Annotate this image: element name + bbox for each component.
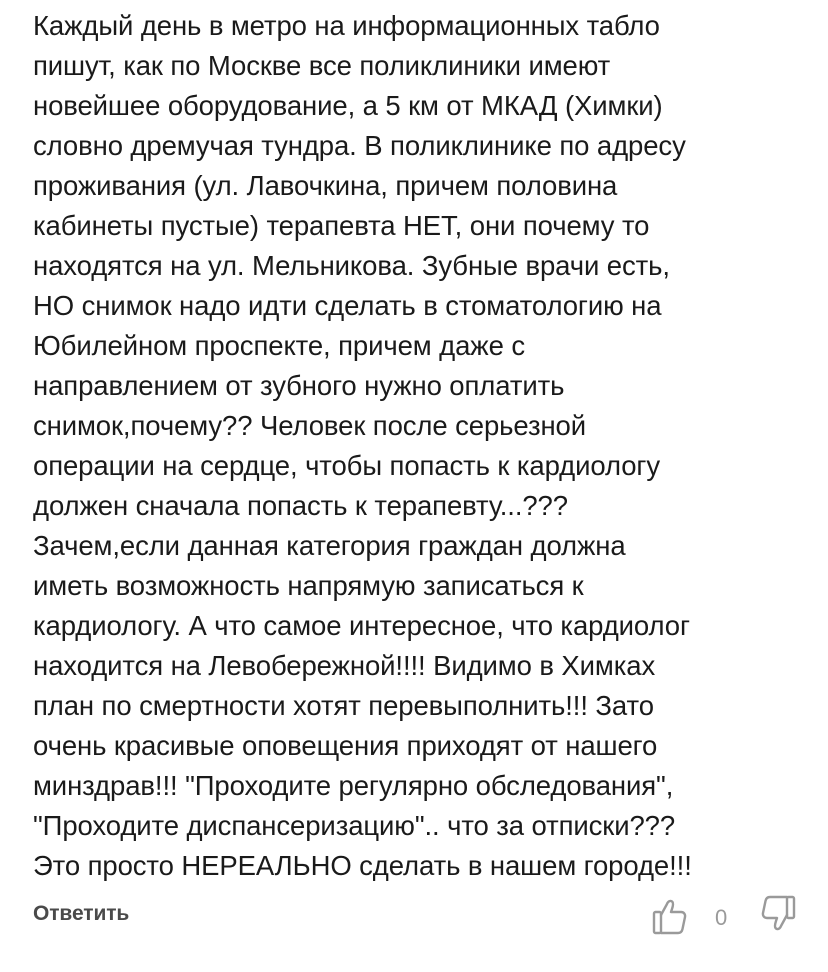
comment-line: Зачем,если данная категория граждан должна (33, 530, 626, 561)
comment-line: Юбилейном проспекте, причем даже с (33, 330, 525, 361)
comment-line: "Проходите диспансеризацию".. что за отписки??? (33, 810, 676, 841)
comment-line: НО снимок надо идти сделать в стоматологию на (33, 290, 662, 321)
thumbs-down-icon[interactable] (760, 894, 796, 934)
comment-line: кардиологу. А что самое интересное, что кардиолог (33, 610, 690, 641)
comment-line: проживания (ул. Лавочкина, причем половина (33, 170, 618, 201)
comment-line: минздрав!!! "Проходите регулярно обследования", (33, 770, 674, 801)
comment-line: пишут, как по Москве все поликлиники имеют (33, 50, 611, 81)
comment-line: новейшее оборудование, а 5 км от МКАД (Химки) (33, 90, 663, 121)
comment-line: направлением от зубного нужно оплатить (33, 370, 565, 401)
comment-line: словно дремучая тундра. В поликлинике по адресу (33, 130, 686, 161)
reply-button[interactable]: Ответить (33, 902, 130, 925)
comment-line: находится на Левобережной!!!! Видимо в Химках (33, 650, 656, 681)
comment-line: очень красивые оповещения приходят от нашего (33, 730, 658, 761)
comment-text (33, 6, 813, 886)
comment-footer (0, 888, 828, 948)
comment-line: Это просто НЕРЕАЛЬНО сделать в нашем городе!!! (33, 850, 692, 881)
comment-line: Каждый день в метро на информационных табло (33, 10, 660, 41)
thumbs-up-icon[interactable] (652, 896, 688, 936)
comment-line: план по смертности хотят перевыполнить!!! Зато (33, 690, 654, 721)
like-count: 0 (715, 905, 728, 930)
comment-line: операции на сердце, чтобы попасть к кардиологу (33, 450, 661, 481)
comment-line: кабинеты пустые) терапевта НЕТ, они почему то (33, 210, 650, 241)
comment-line: снимок,почему?? Человек после серьезной (33, 410, 587, 441)
comment-line: иметь возможность напрямую записаться к (33, 570, 584, 601)
comment-line: должен сначала попасть к терапевту...??? (33, 490, 568, 521)
comment-line: находятся на ул. Мельникова. Зубные врачи есть, (33, 250, 670, 281)
